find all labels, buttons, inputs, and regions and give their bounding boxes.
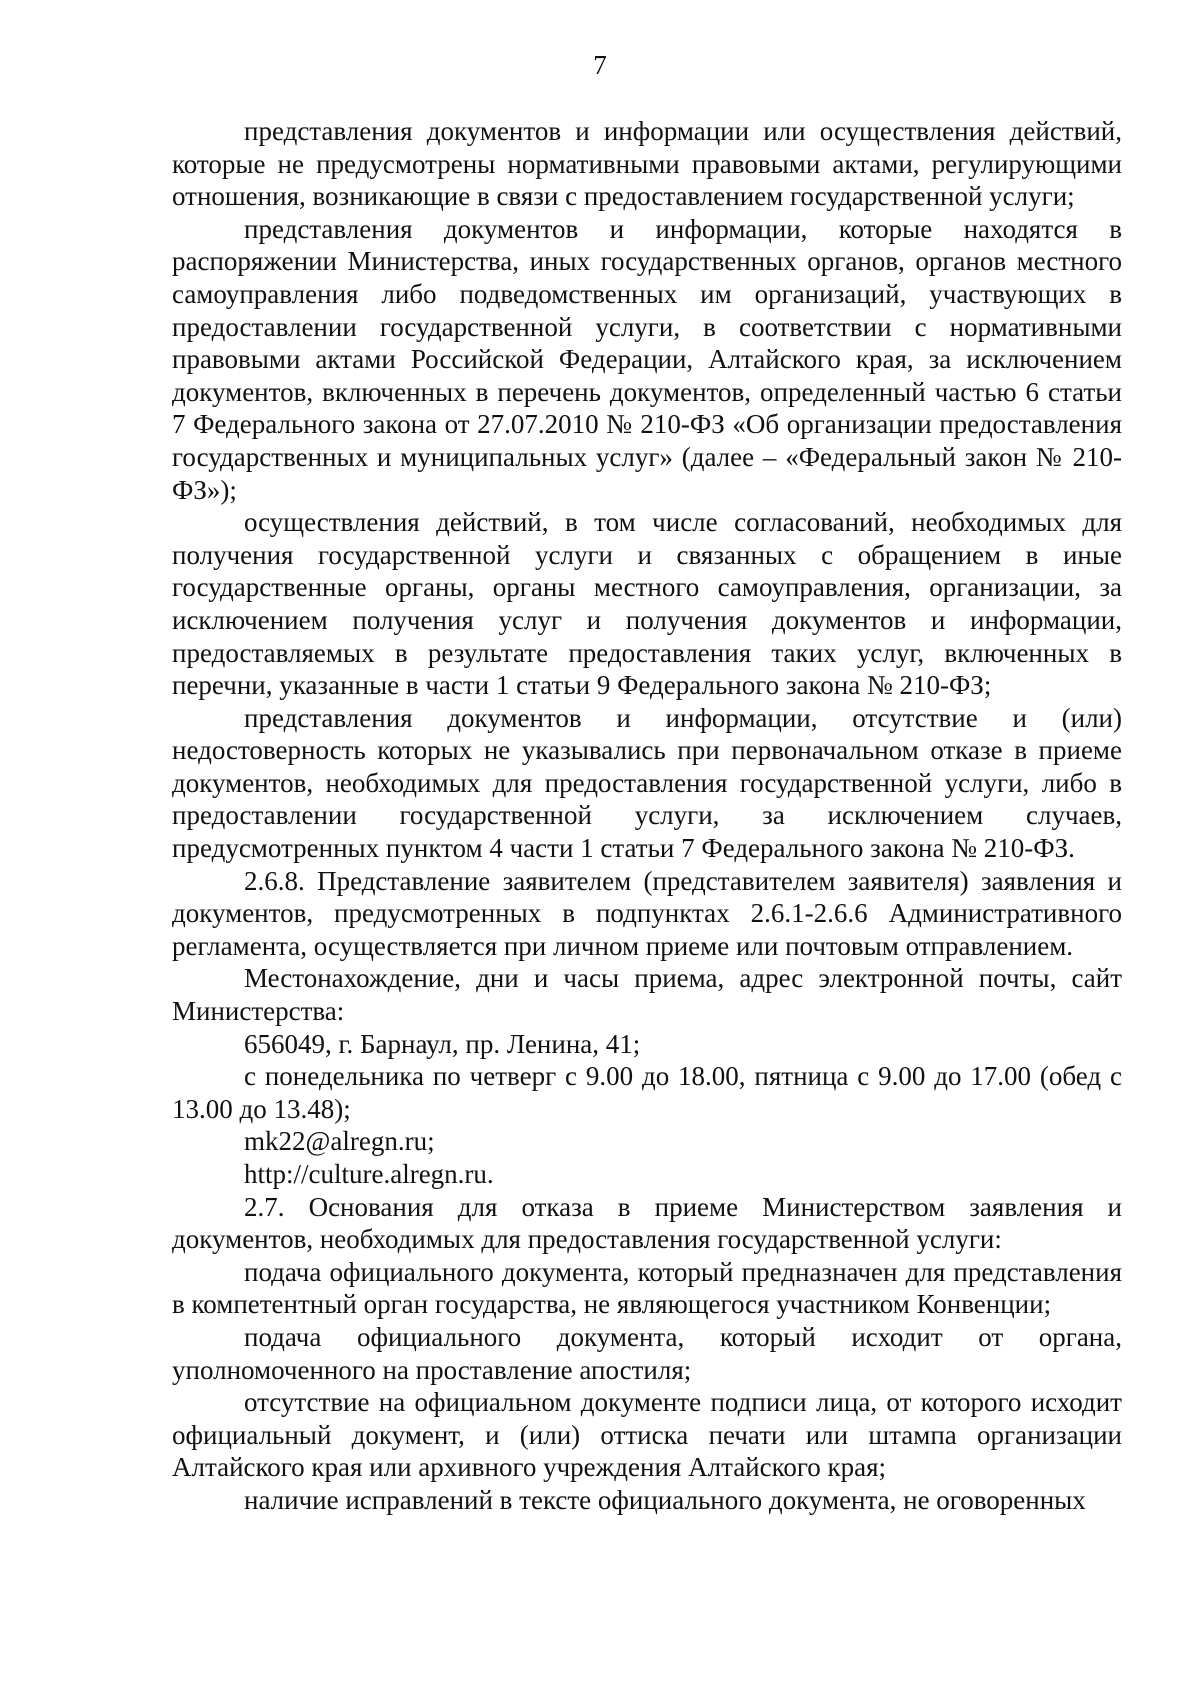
paragraph-ministry-location: Местонахождение, дни и часы приема, адрес электронной почты, сайт Министерства: (172, 963, 1122, 1027)
ministry-address: 656049, г. Барнаул, пр. Ленина, 41; (244, 1028, 641, 1059)
ministry-email: mk22@alregn.ru; (244, 1126, 435, 1157)
paragraph-actions-approvals: осуществления действий, в том числе согласований, необходимых для получения государственной услуги и связанных с обращением в иные государственные органы, органы местного самоуправления, организации, за исключением получения услуг и получения документов и информации, предоставляемых в результате предоставления таких услуг, включенных в перечни, указанные в части 1 статьи 9 Федерального закона № 210-ФЗ; (172, 507, 1122, 701)
refusal-ground-apostille-authority: подача официального документа, который исходит от органа, уполномоченного на проставление апостиля; (172, 1321, 1122, 1385)
paragraph-document-submission: представления документов и информации или осуществления действий, которые не предусмотрены нормативными правовыми актами, регулирующими отношения, возникающие в связи с предоставлением государственной услуги; (172, 116, 1122, 212)
refusal-ground-non-convention-state: подача официального документа, который предназначен для представления в компетентный орган государства, не являющегося участником Конвенции; (172, 1256, 1122, 1320)
paragraph-documents-held-by-ministry: представления документов и информации, которые находятся в распоряжении Министерства, иных государственных органов, органов местного самоуправления либо подведомственных им организаций, участвующих в предоставлении государственной услуги, в соответствии с нормативными правовыми актами Российской Федерации, Алтайского края, за исключением документов, включенных в перечень документов, определенный частью 6 статьи 7 Федерального закона от 27.07.2010 № 210-ФЗ «Об организации предоставления государственных и муниципальных услуг» (далее – «Федеральный закон № 210-ФЗ»); (172, 213, 1122, 505)
refusal-ground-missing-signature: отсутствие на официальном документе подписи лица, от которого исходит официальный документ, и (или) оттиска печати или штампа организации Алтайского края или архивного учреждения Алтайского края; (172, 1387, 1122, 1483)
document-body (172, 115, 1122, 1517)
ministry-schedule: с понедельника по четверг с 9.00 до 18.00, пятница с 9.00 до 17.00 (обед с 13.00 до 13.48); (172, 1061, 1122, 1124)
ministry-website: http://culture.alregn.ru. (244, 1159, 494, 1189)
refusal-ground-corrections: наличие исправлений в тексте официального документа, не оговоренных (244, 1484, 1086, 1515)
page-number: 7 (593, 50, 607, 80)
paragraph-unreliable-documents: представления документов и информации, отсутствие и (или) недостоверность которых не указывались при первоначальном отказе в приеме документов, необходимых для предоставления государственной услуги, либо в предоставлении государственной услуги, за исключением случаев, предусмотренных пунктом 4 части 1 статьи 7 Федерального закона № 210-ФЗ. (172, 702, 1122, 864)
paragraph-2-7: 2.7. Основания для отказа в приеме Министерством заявления и документов, необходимых для предоставления государственной услуги: (172, 1191, 1122, 1255)
paragraph-2-6-8: 2.6.8. Представление заявителем (представителем заявителя) заявления и документов, предусмотренных в подпунктах 2.6.1-2.6.6 Административного регламента, осуществляется при личном приеме или почтовым отправлением. (172, 865, 1122, 961)
